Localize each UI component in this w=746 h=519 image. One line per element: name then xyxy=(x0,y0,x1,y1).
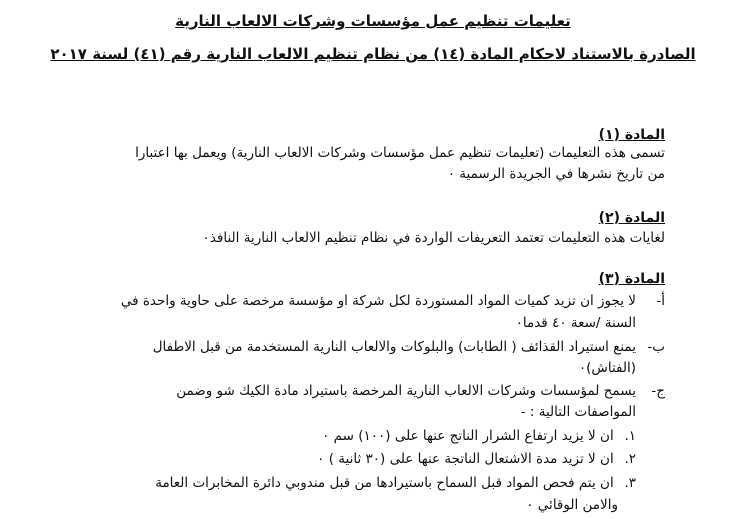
list-item-number: ١. xyxy=(624,428,636,444)
clause-b-line-1: يمنع استيراد القذائف ( الطابات) والبلوكات والالعاب النارية المستخدمة من قبل الاطفال xyxy=(152,339,636,355)
list-item-3-continued: والامن الوقائي ٠ xyxy=(526,497,618,513)
article-1-line-1: تسمى هذه التعليمات (تعليمات تنظيم عمل مؤسسات وشركات الالعاب النارية) ويعمل بها اعتبارا xyxy=(135,145,665,161)
clause-c-line-1: يسمح لمؤسسات وشركات الالعاب النارية المرخصة باستيراد مادة الكيك شو وضمن xyxy=(176,383,636,399)
article-3-heading: المادة (٣) xyxy=(598,271,665,287)
list-item-2 xyxy=(317,451,636,467)
clause-c-line-2: المواصفات التالية : - xyxy=(520,404,636,420)
clause-b-line-2: (الفتاش)٠ xyxy=(578,360,636,376)
list-item-text: ان لا يزيد ارتفاع الشرار الناتج عنها على (١٠٠) سم ٠ xyxy=(322,428,614,444)
article-1-heading: المادة (١) xyxy=(598,127,665,143)
clause-a-line-2: السنة /سعة ٤٠ قدما٠ xyxy=(515,315,636,331)
list-item-text: ان لا تزيد مدة الاشتعال الناتجة عنها على (٣٠ ثانية ) ٠ xyxy=(317,451,614,467)
list-item-number: ٢. xyxy=(624,451,636,467)
clause-c-label: ج- xyxy=(651,383,665,399)
article-2-heading: المادة (٢) xyxy=(598,210,665,226)
clause-a-label: أ- xyxy=(656,293,665,309)
list-item-1 xyxy=(322,428,636,444)
clause-a-line-1: لا يجوز ان تزيد كميات المواد المستوردة لكل شركة او مؤسسة مرخصة على حاوية واحدة في xyxy=(120,293,636,309)
list-item-3 xyxy=(155,475,636,491)
document-subtitle: الصادرة بالاستناد لاحكام المادة (١٤) من نظام تنظيم الالعاب النارية رقم (٤١) لسنة ٢٠١٧ xyxy=(50,45,696,63)
article-1-line-2: من تاريخ نشرها في الجريدة الرسمية ٠ xyxy=(447,166,665,182)
list-item-number: ٣. xyxy=(624,475,636,491)
document-title: تعليمات تنظيم عمل مؤسسات وشركات الالعاب النارية xyxy=(175,12,571,30)
article-2-line-1: لغايات هذه التعليمات تعتمد التعريفات الواردة في نظام تنظيم الالعاب النارية النافذ٠ xyxy=(202,230,665,246)
list-item-text: ان يتم فحص المواد قبل السماح باستيرادها من قبل مندوبي دائرة المخابرات العامة xyxy=(155,475,614,491)
clause-b-label: ب- xyxy=(647,339,665,355)
